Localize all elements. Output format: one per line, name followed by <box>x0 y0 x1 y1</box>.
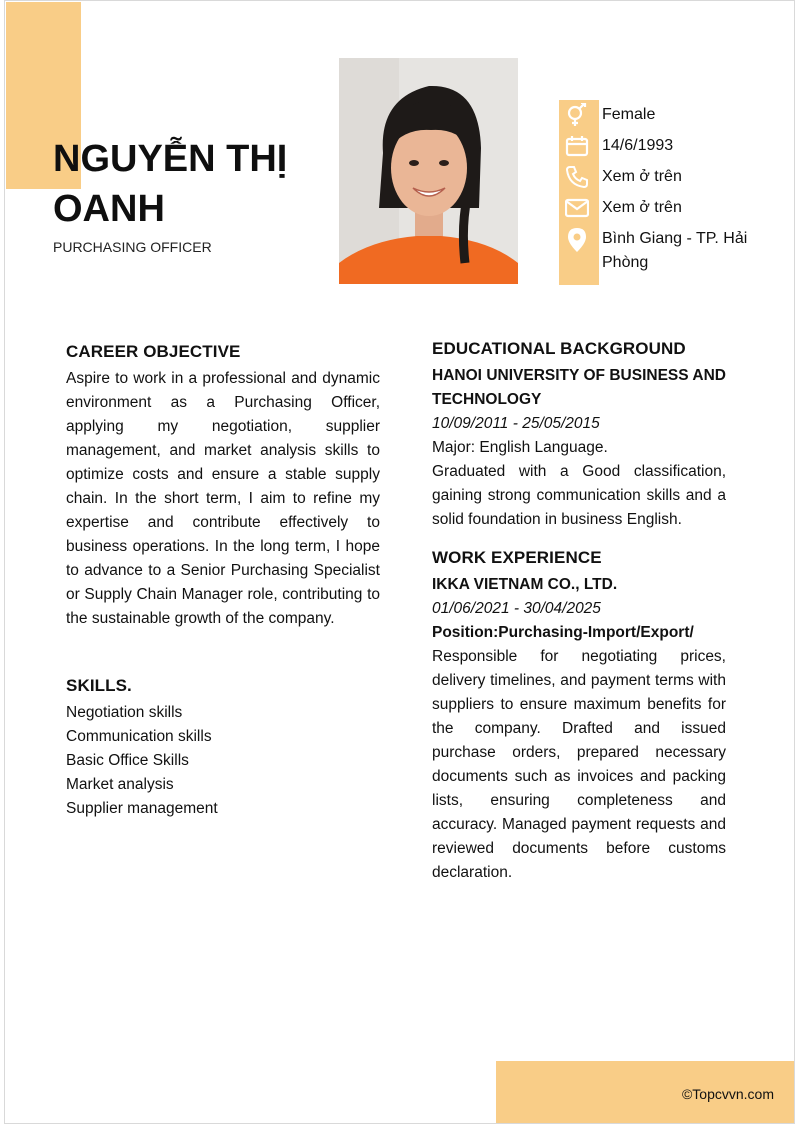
footer-copyright: ©Topcvvn.com <box>681 1086 774 1102</box>
education-description: Graduated with a Good classification, gaining strong communication skills and a solid foundation in business English. <box>432 463 726 528</box>
calendar-icon <box>562 134 592 160</box>
envelope-icon <box>562 196 592 222</box>
skill-item: Basic Office Skills <box>66 752 189 769</box>
education-heading: EDUCATIONAL BACKGROUND <box>432 339 686 358</box>
gender-icon <box>562 103 592 129</box>
education-major: Major: English Language. <box>432 439 608 456</box>
school-name: HANOI UNIVERSITY OF BUSINESS AND TECHNOLOGY <box>432 367 726 408</box>
skill-item: Communication skills <box>66 728 212 745</box>
contact-birthday <box>562 134 752 160</box>
location-pin-icon <box>562 227 592 253</box>
skill-item: Supplier management <box>66 800 218 817</box>
contact-email <box>562 196 752 222</box>
contact-phone <box>562 165 752 191</box>
email-value: Xem ở trên <box>602 199 682 216</box>
gender-value: Female <box>602 106 656 123</box>
skills-heading: SKILLS. <box>66 676 132 695</box>
resume-page <box>4 0 795 1124</box>
contact-gender <box>562 103 752 129</box>
career-objective-text: Aspire to work in a professional and dynamic environment as a Purchasing Officer, applying my negotiation, supplier management, and market analysis skills to optimize costs and ensure a stable supply chain. In the short term, I aim to refine my expertise and contribute effectively to business operations. In the long term, I hope to advance to a Senior Purchasing Specialist or Supply Chain Manager role, contributing to the sustainable growth of the company. <box>66 370 380 627</box>
job-title: PURCHASING OFFICER <box>53 239 212 255</box>
skill-item: Market analysis <box>66 776 174 793</box>
contact-address <box>562 227 752 275</box>
skills-list <box>66 701 218 821</box>
address-value: Bình Giang - TP. Hải Phòng <box>602 230 748 271</box>
company-name: IKKA VIETNAM CO., LTD. <box>432 576 618 593</box>
candidate-name: NGUYỄN THỊ OANH <box>53 138 288 230</box>
experience-description: Responsible for negotiating prices, delivery timelines, and payment terms with suppliers to ensure maximum benefits for the company. Drafted and issued purchase orders, prepared necessary documents such as invoices and packing lists, ensuring completeness and accuracy. Managed payment requests and reviewed documents before customs declaration. <box>432 648 726 881</box>
phone-icon <box>562 165 592 191</box>
birthday-value: 14/6/1993 <box>602 137 674 154</box>
education-dates: 10/09/2011 - 25/05/2015 <box>432 415 600 432</box>
skill-item: Negotiation skills <box>66 704 183 721</box>
experience-dates: 01/06/2021 - 30/04/2025 <box>432 600 601 617</box>
career-objective-heading: CAREER OBJECTIVE <box>66 342 241 361</box>
experience-position: Position:Purchasing-Import/Export/ <box>432 624 694 641</box>
phone-value: Xem ở trên <box>602 168 682 185</box>
experience-heading: WORK EXPERIENCE <box>432 548 602 567</box>
profile-photo <box>339 58 518 284</box>
